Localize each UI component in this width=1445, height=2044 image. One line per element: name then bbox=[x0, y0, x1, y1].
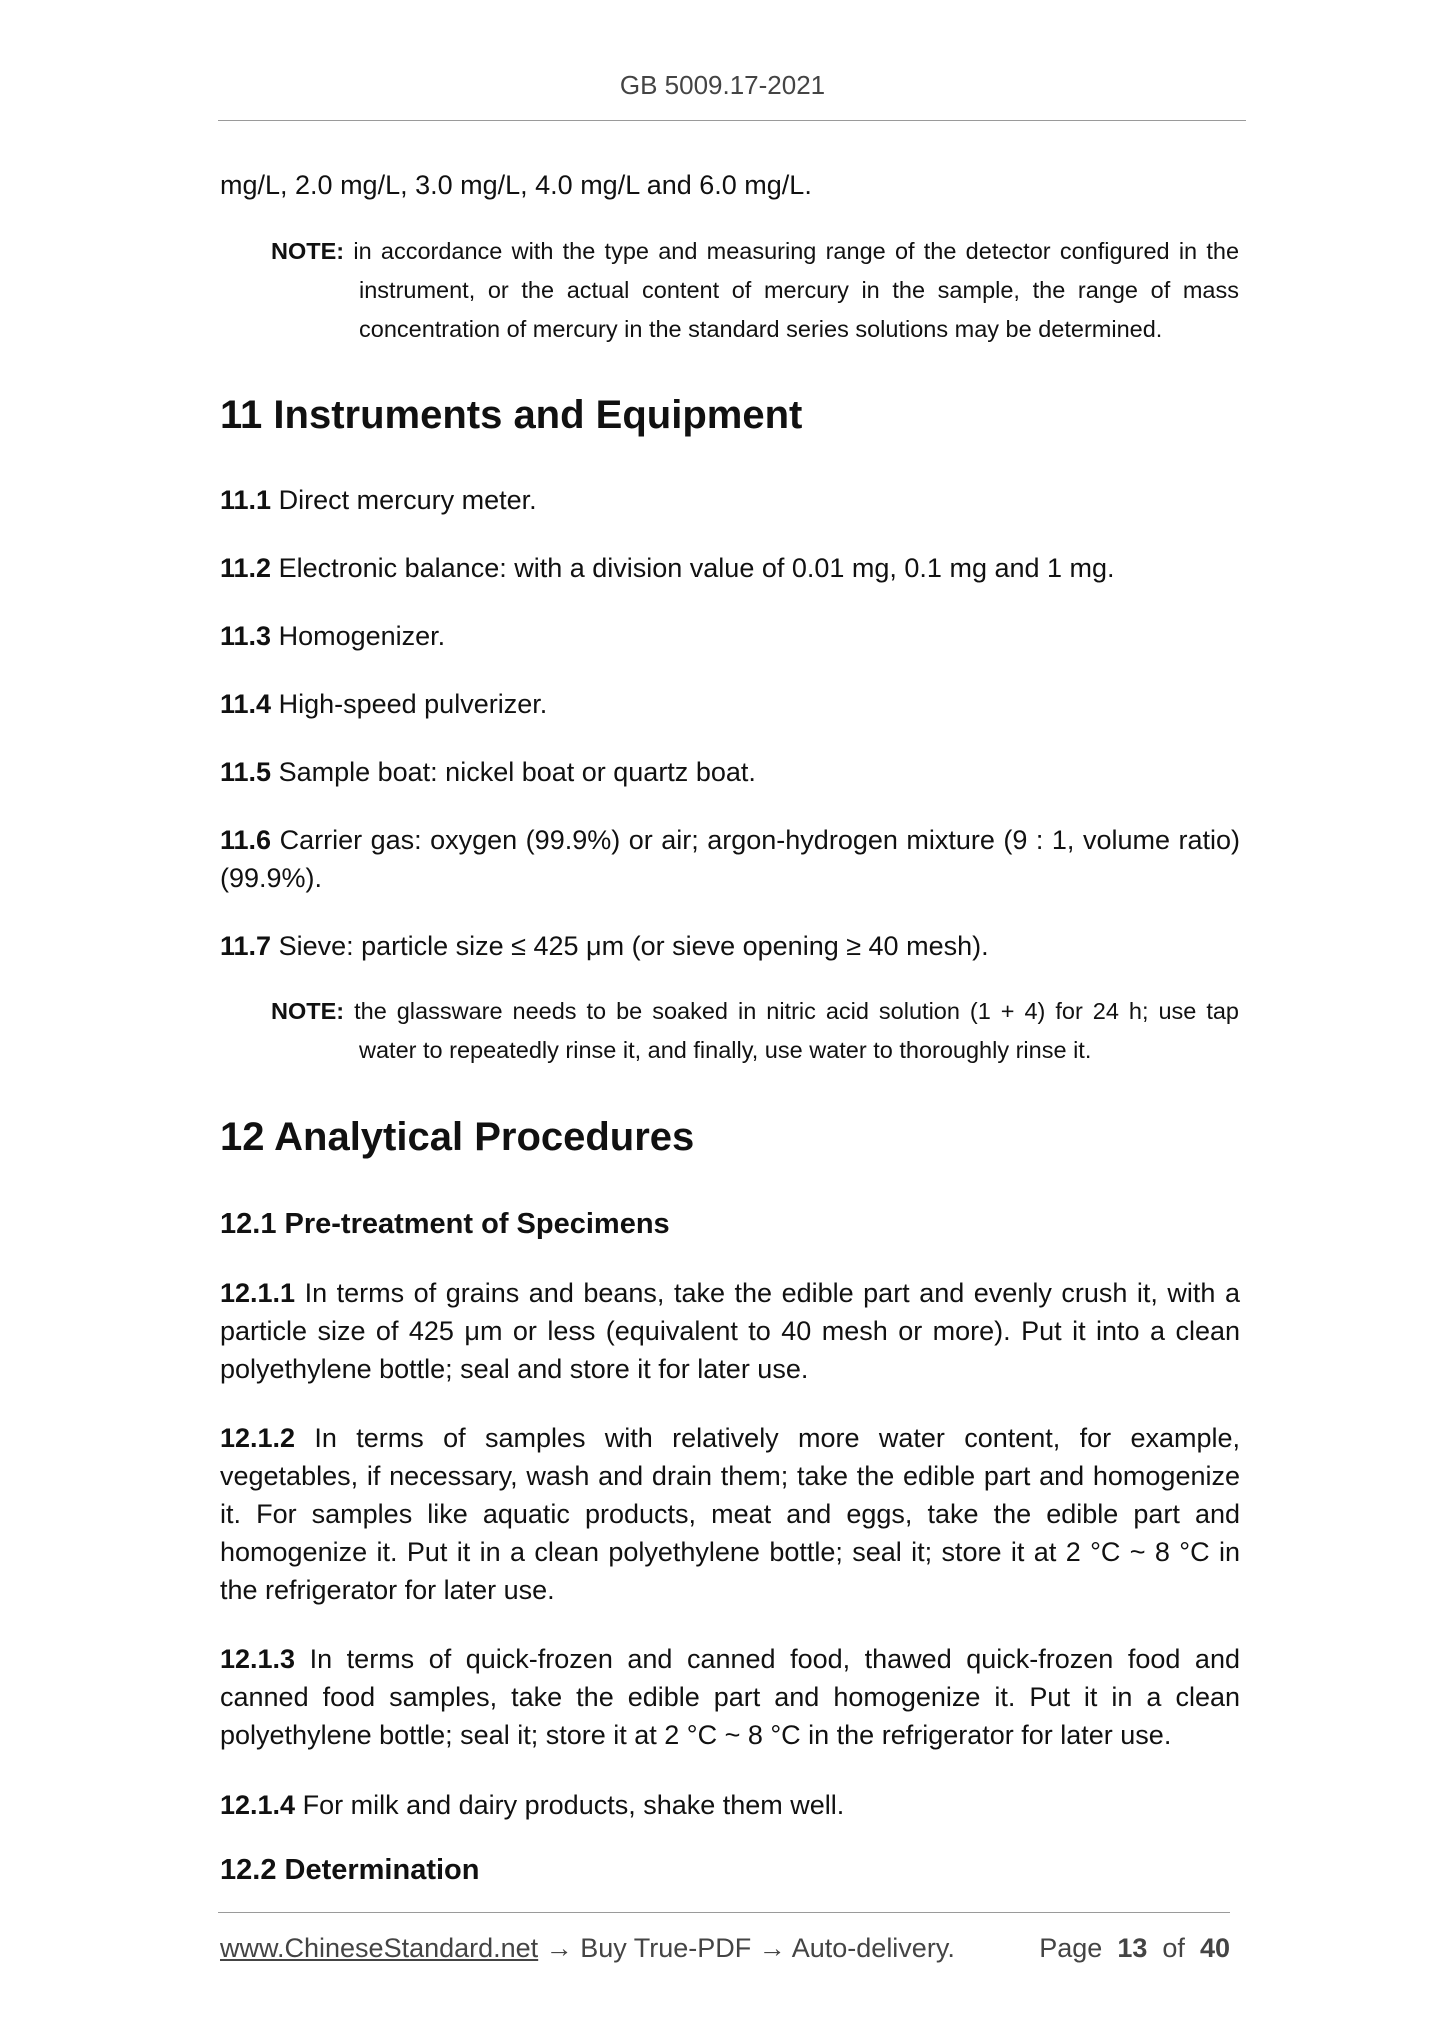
item-number: 12.1.1 bbox=[220, 1278, 296, 1308]
website-link[interactable]: www.ChineseStandard.net bbox=[220, 1933, 539, 1963]
item-11-4 bbox=[220, 685, 1240, 723]
page-number: 13 bbox=[1117, 1933, 1148, 1963]
item-11-7 bbox=[220, 927, 1240, 965]
item-number: 12.1.2 bbox=[220, 1423, 296, 1453]
item-number: 11.1 bbox=[220, 485, 272, 515]
item-number: 11.2 bbox=[220, 553, 272, 583]
item-12-1-1 bbox=[220, 1274, 1240, 1388]
item-text: Homogenizer. bbox=[278, 621, 446, 651]
item-text: Sieve: particle size ≤ 425 μm (or sieve opening ≥ 40 mesh). bbox=[278, 931, 989, 961]
item-text: Sample boat: nickel boat or quartz boat. bbox=[278, 757, 756, 787]
page-total: 40 bbox=[1199, 1933, 1230, 1963]
note-1 bbox=[271, 232, 1239, 349]
header-title: GB 5009.17-2021 bbox=[619, 70, 826, 100]
item-number: 12.1.3 bbox=[220, 1644, 296, 1674]
item-text: In terms of quick-frozen and canned food, thawed quick-frozen food and canned food samples, take the edible part and homogenize it. Put it in a clean polyethylene bottle; seal it; store it at 2 °C ~ 8 °C in the refrigerator for later use. bbox=[220, 1644, 1240, 1750]
note-2 bbox=[271, 992, 1239, 1070]
item-text: Electronic balance: with a division value of 0.01 mg, 0.1 mg and 1 mg. bbox=[278, 553, 1115, 583]
footer bbox=[220, 1930, 1230, 1966]
item-11-2 bbox=[220, 549, 1240, 587]
section-12-heading: 12 Analytical Procedures bbox=[220, 1115, 695, 1159]
page-label: Page bbox=[1039, 1933, 1103, 1963]
item-number: 11.6 bbox=[220, 825, 272, 855]
page-indicator bbox=[1039, 1930, 1230, 1966]
item-number: 11.5 bbox=[220, 757, 272, 787]
item-text: Direct mercury meter. bbox=[278, 485, 537, 515]
of-label: of bbox=[1162, 1933, 1185, 1963]
subsection-12-1-heading: 12.1 Pre-treatment of Specimens bbox=[220, 1208, 670, 1240]
item-number: 11.3 bbox=[220, 621, 272, 651]
note-text: in accordance with the type and measuring range of the detector configured in the instrument, or the actual content of mercury in the sample, the range of mass concentration of mercury in the standard series solutions may be determined. bbox=[353, 238, 1240, 342]
item-12-1-2 bbox=[220, 1419, 1240, 1609]
note-label: NOTE: bbox=[271, 998, 345, 1024]
note-label: NOTE: bbox=[271, 238, 345, 264]
item-11-1 bbox=[220, 481, 1240, 519]
footer-divider bbox=[218, 1912, 1230, 1913]
item-11-3 bbox=[220, 617, 1240, 655]
section-11-heading: 11 Instruments and Equipment bbox=[220, 393, 803, 437]
item-11-5 bbox=[220, 753, 1240, 791]
item-number: 11.7 bbox=[220, 931, 272, 961]
note-text: the glassware needs to be soaked in nitric acid solution (1 + 4) for 24 h; use tap water to repeatedly rinse it, and finally, use water to thoroughly rinse it. bbox=[354, 998, 1239, 1063]
item-text: For milk and dairy products, shake them well. bbox=[302, 1790, 845, 1820]
item-number: 12.1.4 bbox=[220, 1790, 296, 1820]
item-text: High-speed pulverizer. bbox=[278, 689, 548, 719]
item-11-6 bbox=[220, 821, 1240, 897]
header-divider bbox=[218, 120, 1246, 121]
intro-paragraph: mg/L, 2.0 mg/L, 3.0 mg/L, 4.0 mg/L and 6.0 mg/L. bbox=[220, 170, 812, 200]
item-12-1-3 bbox=[220, 1640, 1240, 1754]
item-number: 11.4 bbox=[220, 689, 272, 719]
footer-promo: → Buy True-PDF → Auto-delivery. bbox=[538, 1933, 955, 1963]
item-12-1-4 bbox=[220, 1786, 1240, 1824]
item-text: In terms of grains and beans, take the edible part and evenly crush it, with a particle size of 425 μm or less (equivalent to 40 mesh or more). Put it into a clean polyethylene bottle; seal and store it for later use. bbox=[220, 1278, 1240, 1384]
item-text: In terms of samples with relatively more water content, for example, vegetables, if necessary, wash and drain them; take the edible part and homogenize it. For samples like aquatic products, meat and eggs, take the edible part and homogenize it. Put it in a clean polyethylene bottle; seal it; store it at 2 °C ~ 8 °C in the refrigerator for later use. bbox=[220, 1423, 1240, 1605]
subsection-12-2-heading: 12.2 Determination bbox=[220, 1854, 480, 1886]
item-text: Carrier gas: oxygen (99.9%) or air; argon-hydrogen mixture (9 : 1, volume ratio) (99.9%). bbox=[220, 825, 1240, 893]
